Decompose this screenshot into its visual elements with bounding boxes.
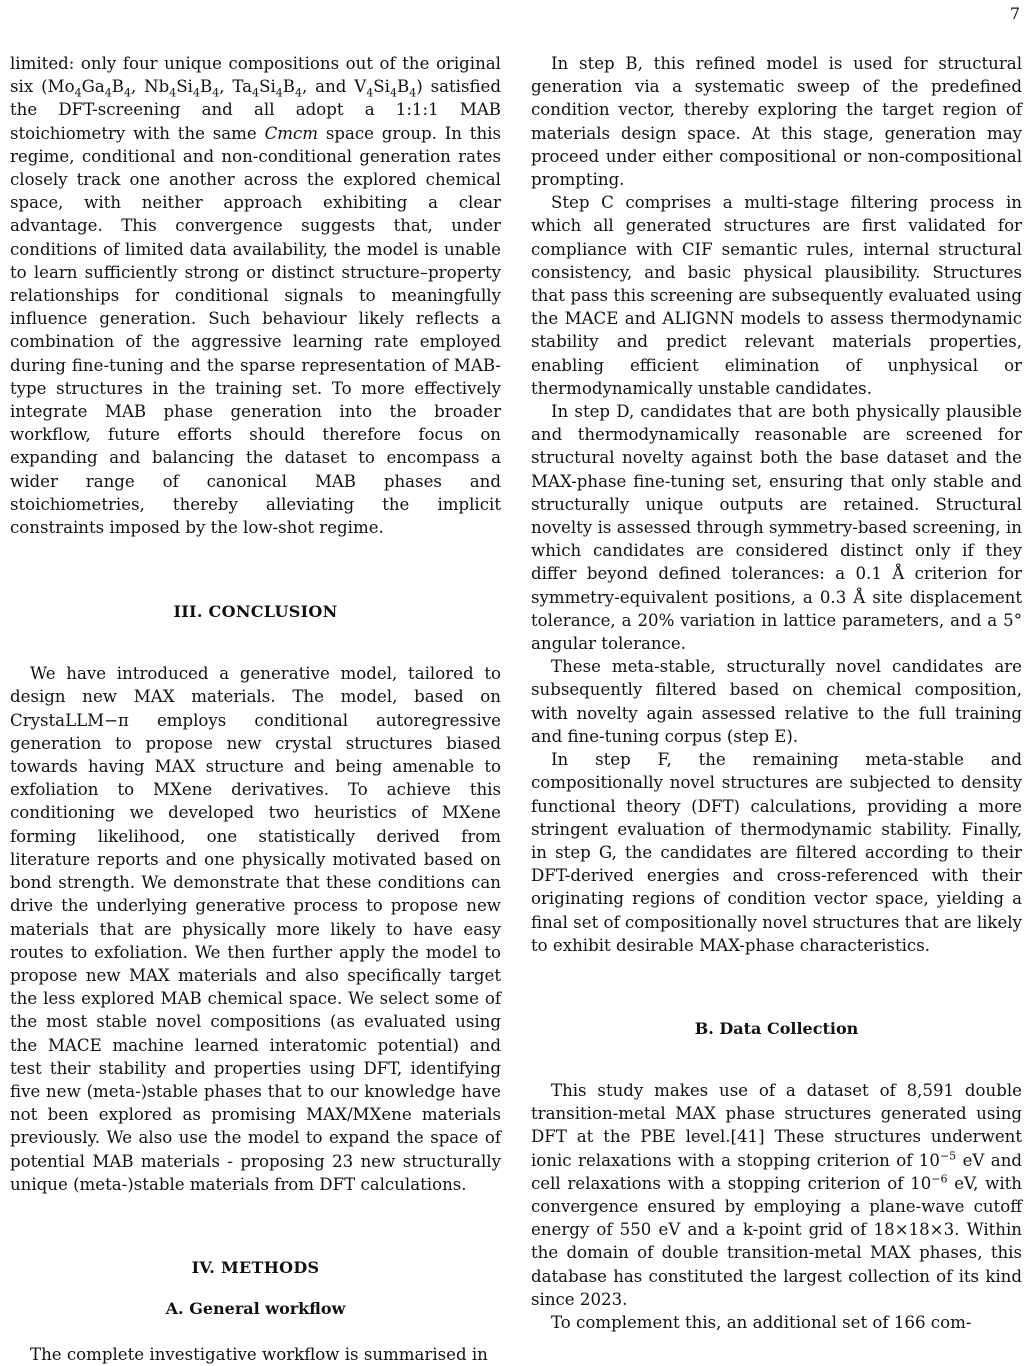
step-c-paragraph: Step C comprises a multi-stage filtering process in which all generated structures are first validated for compliance with CIF semantic rules, internal structural consistency, and basic physical plausibility. Structures that pass this screening are subsequently evaluated using the MACE and ALIGNN models to assess thermodynamic stability and predict relevant materials properties, enabling efficient elimination of unphysical or thermodynamically unstable candidates.	[531, 193, 1022, 398]
step-b-paragraph: In step B, this refined model is used for structural generation via a systematic sweep of the predefined condition vector, thereby exploring the target region of materials design space. At this stage, generation may proceed under either compositional or non-compositional prompting.	[531, 54, 1022, 190]
data-paragraph-2: To complement this, an additional set of 166 com-	[551, 1312, 972, 1332]
right-column	[531, 52, 1022, 1334]
left-column	[10, 52, 501, 1366]
step-e-paragraph: These meta-stable, structurally novel candidates are subsequently filtered based on chemical composition, with novelty again assessed relative to the full training and fine-tuning corpus (step E).	[531, 657, 1022, 746]
step-d-paragraph: In step D, candidates that are both physically plausible and thermodynamically reasonable are screened for structural novelty against both the base dataset and the MAX-phase fine-tuning set, ensuring that only stable and structurally unique outputs are retained. Structural novelty is assessed through symmetry-based screening, in which candidates are considered distinct only if they differ beyond defined tolerances: a 0.1 Å criterion for symmetry-equivalent positions, a 0.3 Å site displacement tolerance, a 20% variation in lattice parameters, and a 5° angular tolerance.	[531, 402, 1022, 654]
data-collection-heading: B. Data Collection	[694, 1018, 859, 1038]
step-fg-paragraph: In step F, the remaining meta-stable and compositionally novel structures are subjected to density functional theory (DFT) calculations, providing a more stringent evaluation of thermodynamic stability. Finally, in step G, the candidates are filtered according to their DFT-derived energies and cross-referenced with their originating regions of condition vector space, yielding a final set of compositionally novel structures that are likely to exhibit desirable MAX-phase characteristics.	[531, 750, 1022, 955]
data-paragraph-1: This study makes use of a dataset of 8,591 double transition-metal MAX phase structures generated using DFT at the PBE level.[41] These structures underwent ionic relaxations with a stopping criterion of $10^{-5}$ eV and cell relaxations with a stopping criterion of $10^{-6}$ eV, with convergence ensured by employing a plane-wave cutoff energy of 550 eV and a k-point grid of 18×18×3. Within the domain of double transition-metal MAX phases, this database has constituted the largest collection of its kind since 2023.	[531, 1080, 1022, 1309]
conclusion-heading: III. CONCLUSION	[173, 602, 338, 622]
general-workflow-heading: A. General workflow	[165, 1298, 346, 1318]
mab-discussion-paragraph: limited: only four unique compositions out of the original six ($Mo_4Ga_4B_4$, $Nb_4Si_4B_4$, $Ta_4Si_4B_4$, and $V_4Si_4B_4$) satisfied the DFT-screening and all adopt a 1:1:1 MAB stoichiometry with the same Cmcm space group. In this regime, conditional and non-conditional generation rates closely track one another across the explored chemical space, with neither approach exhibiting a clear advantage. This convergence suggests that, under conditions of limited data availability, the model is unable to learn sufficiently strong or distinct structure–property relationships for conditional signals to meaningfully influence generation. Such behaviour likely reflects a combination of the aggressive learning rate employed during fine-tuning and the sparse representation of MAB-type structures in the training set. To more effectively integrate MAB phase generation into the broader workflow, future efforts should therefore focus on expanding and balancing the dataset to encompass a wider range of canonical MAB phases and stoichiometries, thereby alleviating the implicit constraints imposed by the low-shot regime.	[10, 54, 501, 538]
workflow-paragraph: The complete investigative workflow is summarised in	[30, 1344, 488, 1364]
page-number: 7	[1009, 4, 1020, 23]
conclusion-paragraph: We have introduced a generative model, tailored to design new MAX materials. The model, based on CrystaLLM−π employs conditional autoregressive generation to propose new crystal structures biased towards having MAX structure and being amenable to exfoliation to MXene derivatives. To achieve this conditioning we developed two heuristics of MXene forming likelihood, one statistically derived from literature reports and one physically motivated based on bond strength. We demonstrate that these conditions can drive the underlying generative process to propose new materials that are physically more likely to have easy routes to exfoliation. We then further apply the model to propose new MAX materials and also specifically target the less explored MAB chemical space. We select some of the most stable novel compositions (as evaluated using the MACE machine learned interatomic potential) and test their stability and properties using DFT, identifying five new (meta-)stable phases that to our knowledge have not been explored as promising MAX/MXene materials previously. We also use the model to expand the space of potential MAB materials - proposing 23 new structurally unique (meta-)stable materials from DFT calculations.	[10, 664, 501, 1194]
methods-heading: IV. METHODS	[191, 1257, 320, 1277]
